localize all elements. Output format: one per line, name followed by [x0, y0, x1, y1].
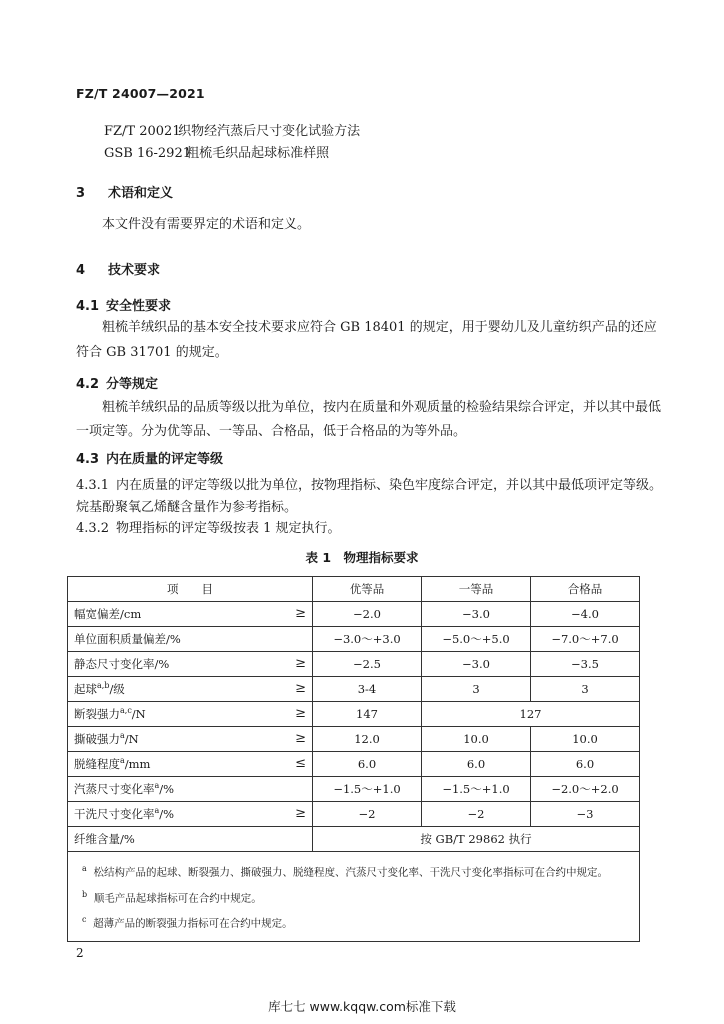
- paragraph-line: 粗梳羊绒织品的基本安全技术要求应符合 GB 18401 的规定，用于婴幼儿及儿童纺织产品的还应: [102, 320, 657, 335]
- cell-value: 147: [313, 702, 422, 727]
- paragraph-line: 粗梳羊绒织品的品质等级以批为单位，按内在质量和外观质量的检验结果综合评定，并以其中最低: [102, 400, 662, 415]
- clause-text: 内在质量的评定等级以批为单位，按物理指标、染色牢度综合评定，并以其中最低项评定等级。: [116, 478, 663, 493]
- table-row: [68, 827, 640, 852]
- table-footnotes: [68, 852, 640, 942]
- cell-value: 3-4: [313, 677, 422, 702]
- reference-code: FZ/T 20021: [104, 124, 181, 139]
- cell-value: −4.0: [531, 602, 640, 627]
- physical-requirements-table: [67, 576, 640, 942]
- comparison-symbol: ≥: [295, 731, 306, 746]
- paragraph-line: 一项定等。分为优等品、一等品、合格品，低于合格品的为等外品。: [76, 424, 467, 439]
- row-item: 断裂强力$^{a,c}$/N ≥: [68, 702, 313, 727]
- comparison-symbol: ≥: [295, 606, 306, 621]
- section-number: 4.2: [76, 377, 100, 392]
- footnote-ref: a: [154, 781, 160, 791]
- cell-value: −2.0: [313, 602, 422, 627]
- cell-value: −3: [531, 802, 640, 827]
- cell-value: −3.0: [422, 652, 531, 677]
- header-grade-superior: 优等品: [313, 577, 422, 602]
- footnote-ref: a,c: [120, 706, 132, 716]
- cell-value: 3: [531, 677, 640, 702]
- standard-number-header: FZ/T 24007—2021: [76, 86, 205, 101]
- reference-item: [104, 120, 360, 139]
- table-row: [68, 777, 640, 802]
- cell-value: −3.5: [531, 652, 640, 677]
- cell-value: −2.5: [313, 652, 422, 677]
- cell-value: −5.0～+5.0: [422, 627, 531, 652]
- cell-value: −7.0～+7.0: [531, 627, 640, 652]
- row-item: 汽蒸尺寸变化率$^a$/%: [68, 777, 313, 802]
- cell-value: 6.0: [313, 752, 422, 777]
- paragraph-line: 符合 GB 31701 的规定。: [76, 345, 228, 360]
- section-title: 术语和定义: [108, 186, 174, 201]
- section-title: 安全性要求: [106, 299, 172, 314]
- cell-value: −2: [422, 802, 531, 827]
- section-heading: [76, 182, 173, 201]
- row-item: 静态尺寸变化率/% ≥: [68, 652, 313, 677]
- header-item: 项 目: [68, 577, 313, 602]
- cell-value: 3: [422, 677, 531, 702]
- paragraph-line: 烷基酚聚氧乙烯醚含量作为参考指标。: [76, 500, 298, 515]
- section-number: 3: [76, 186, 86, 201]
- comparison-symbol: ≥: [295, 706, 306, 721]
- subsection-heading: [76, 295, 171, 314]
- clause-number: 4.3.2: [76, 521, 110, 536]
- table-caption: 表 1 物理指标要求: [305, 550, 419, 565]
- row-item: 干洗尺寸变化率$^a$/% ≥: [68, 802, 313, 827]
- cell-value: 6.0: [531, 752, 640, 777]
- section-title: 内在质量的评定等级: [106, 452, 224, 467]
- footnote: $^c$ 超薄产品的断裂强力指标可在合约中规定。: [82, 915, 293, 930]
- cell-value: 10.0: [531, 727, 640, 752]
- footnote-ref: a: [120, 731, 125, 741]
- subsection-heading: [76, 448, 223, 467]
- reference-code: GSB 16-2921: [104, 146, 191, 161]
- page-number: 2: [76, 946, 84, 960]
- section-number: 4: [76, 263, 86, 278]
- table-row: [68, 652, 640, 677]
- footnote: $^a$ 松结构产品的起球、断裂强力、撕破强力、脱缝程度、汽蒸尺寸变化率、干洗尺寸变化率指标可在合约中规定。: [82, 864, 608, 879]
- comparison-symbol: ≤: [295, 756, 306, 771]
- row-item: 撕破强力$^a$/N ≥: [68, 727, 313, 752]
- footnote-ref: a: [154, 806, 160, 816]
- paragraph-line: [76, 516, 648, 541]
- footnote-ref: a: [120, 756, 125, 766]
- download-watermark: 库七七 www.kqqw.com标准下载: [268, 999, 456, 1014]
- cell-value-merged: 127: [422, 702, 640, 727]
- footnote-cell: [68, 852, 640, 942]
- cell-value: −3.0～+3.0: [313, 627, 422, 652]
- table-row: [68, 752, 640, 777]
- cell-value: −2: [313, 802, 422, 827]
- footnote-ref: a,b: [97, 681, 110, 691]
- clause-text: 物理指标的评定等级按表 1 规定执行。: [116, 521, 341, 536]
- table-row: [68, 627, 640, 652]
- clause-number: 4.3.1: [76, 478, 110, 493]
- paragraph: 本文件没有需要界定的术语和定义。: [102, 217, 311, 232]
- header-grade-first: 一等品: [422, 577, 531, 602]
- table-row: [68, 802, 640, 827]
- cell-value: −3.0: [422, 602, 531, 627]
- cell-value: −1.5～+1.0: [313, 777, 422, 802]
- comparison-symbol: ≥: [295, 656, 306, 671]
- section-number: 4.1: [76, 299, 100, 314]
- table-row: [68, 727, 640, 752]
- cell-value: −1.5～+1.0: [422, 777, 531, 802]
- subsection-heading: [76, 373, 158, 392]
- cell-value: −2.0～+2.0: [531, 777, 640, 802]
- section-number: 4.3: [76, 452, 100, 467]
- reference-title: 粗梳毛织品起球标准样照: [186, 146, 330, 161]
- table-row: [68, 702, 640, 727]
- comparison-symbol: ≥: [295, 681, 306, 696]
- cell-value-merged: 按 GB/T 29862 执行: [313, 827, 640, 852]
- section-title: 分等规定: [106, 377, 159, 392]
- table-row: [68, 602, 640, 627]
- row-item: 脱缝程度$^a$/mm ≤: [68, 752, 313, 777]
- row-item: 起球$^{a,b}$/级 ≥: [68, 677, 313, 702]
- row-item: 单位面积质量偏差/%: [68, 627, 313, 652]
- cell-value: 10.0: [422, 727, 531, 752]
- table-header-row: [68, 577, 640, 602]
- section-title: 技术要求: [108, 263, 161, 278]
- table-row: [68, 677, 640, 702]
- footnote: $^b$ 顺毛产品起球指标可在合约中规定。: [82, 889, 262, 904]
- cell-value: 12.0: [313, 727, 422, 752]
- row-item: 幅宽偏差/cm ≥: [68, 602, 313, 627]
- row-item: 纤维含量/%: [68, 827, 313, 852]
- reference-item: [104, 142, 329, 161]
- section-heading: [76, 259, 160, 278]
- reference-title: 织物经汽蒸后尺寸变化试验方法: [178, 124, 361, 139]
- comparison-symbol: ≥: [295, 806, 306, 821]
- header-grade-qualified: 合格品: [531, 577, 640, 602]
- cell-value: 6.0: [422, 752, 531, 777]
